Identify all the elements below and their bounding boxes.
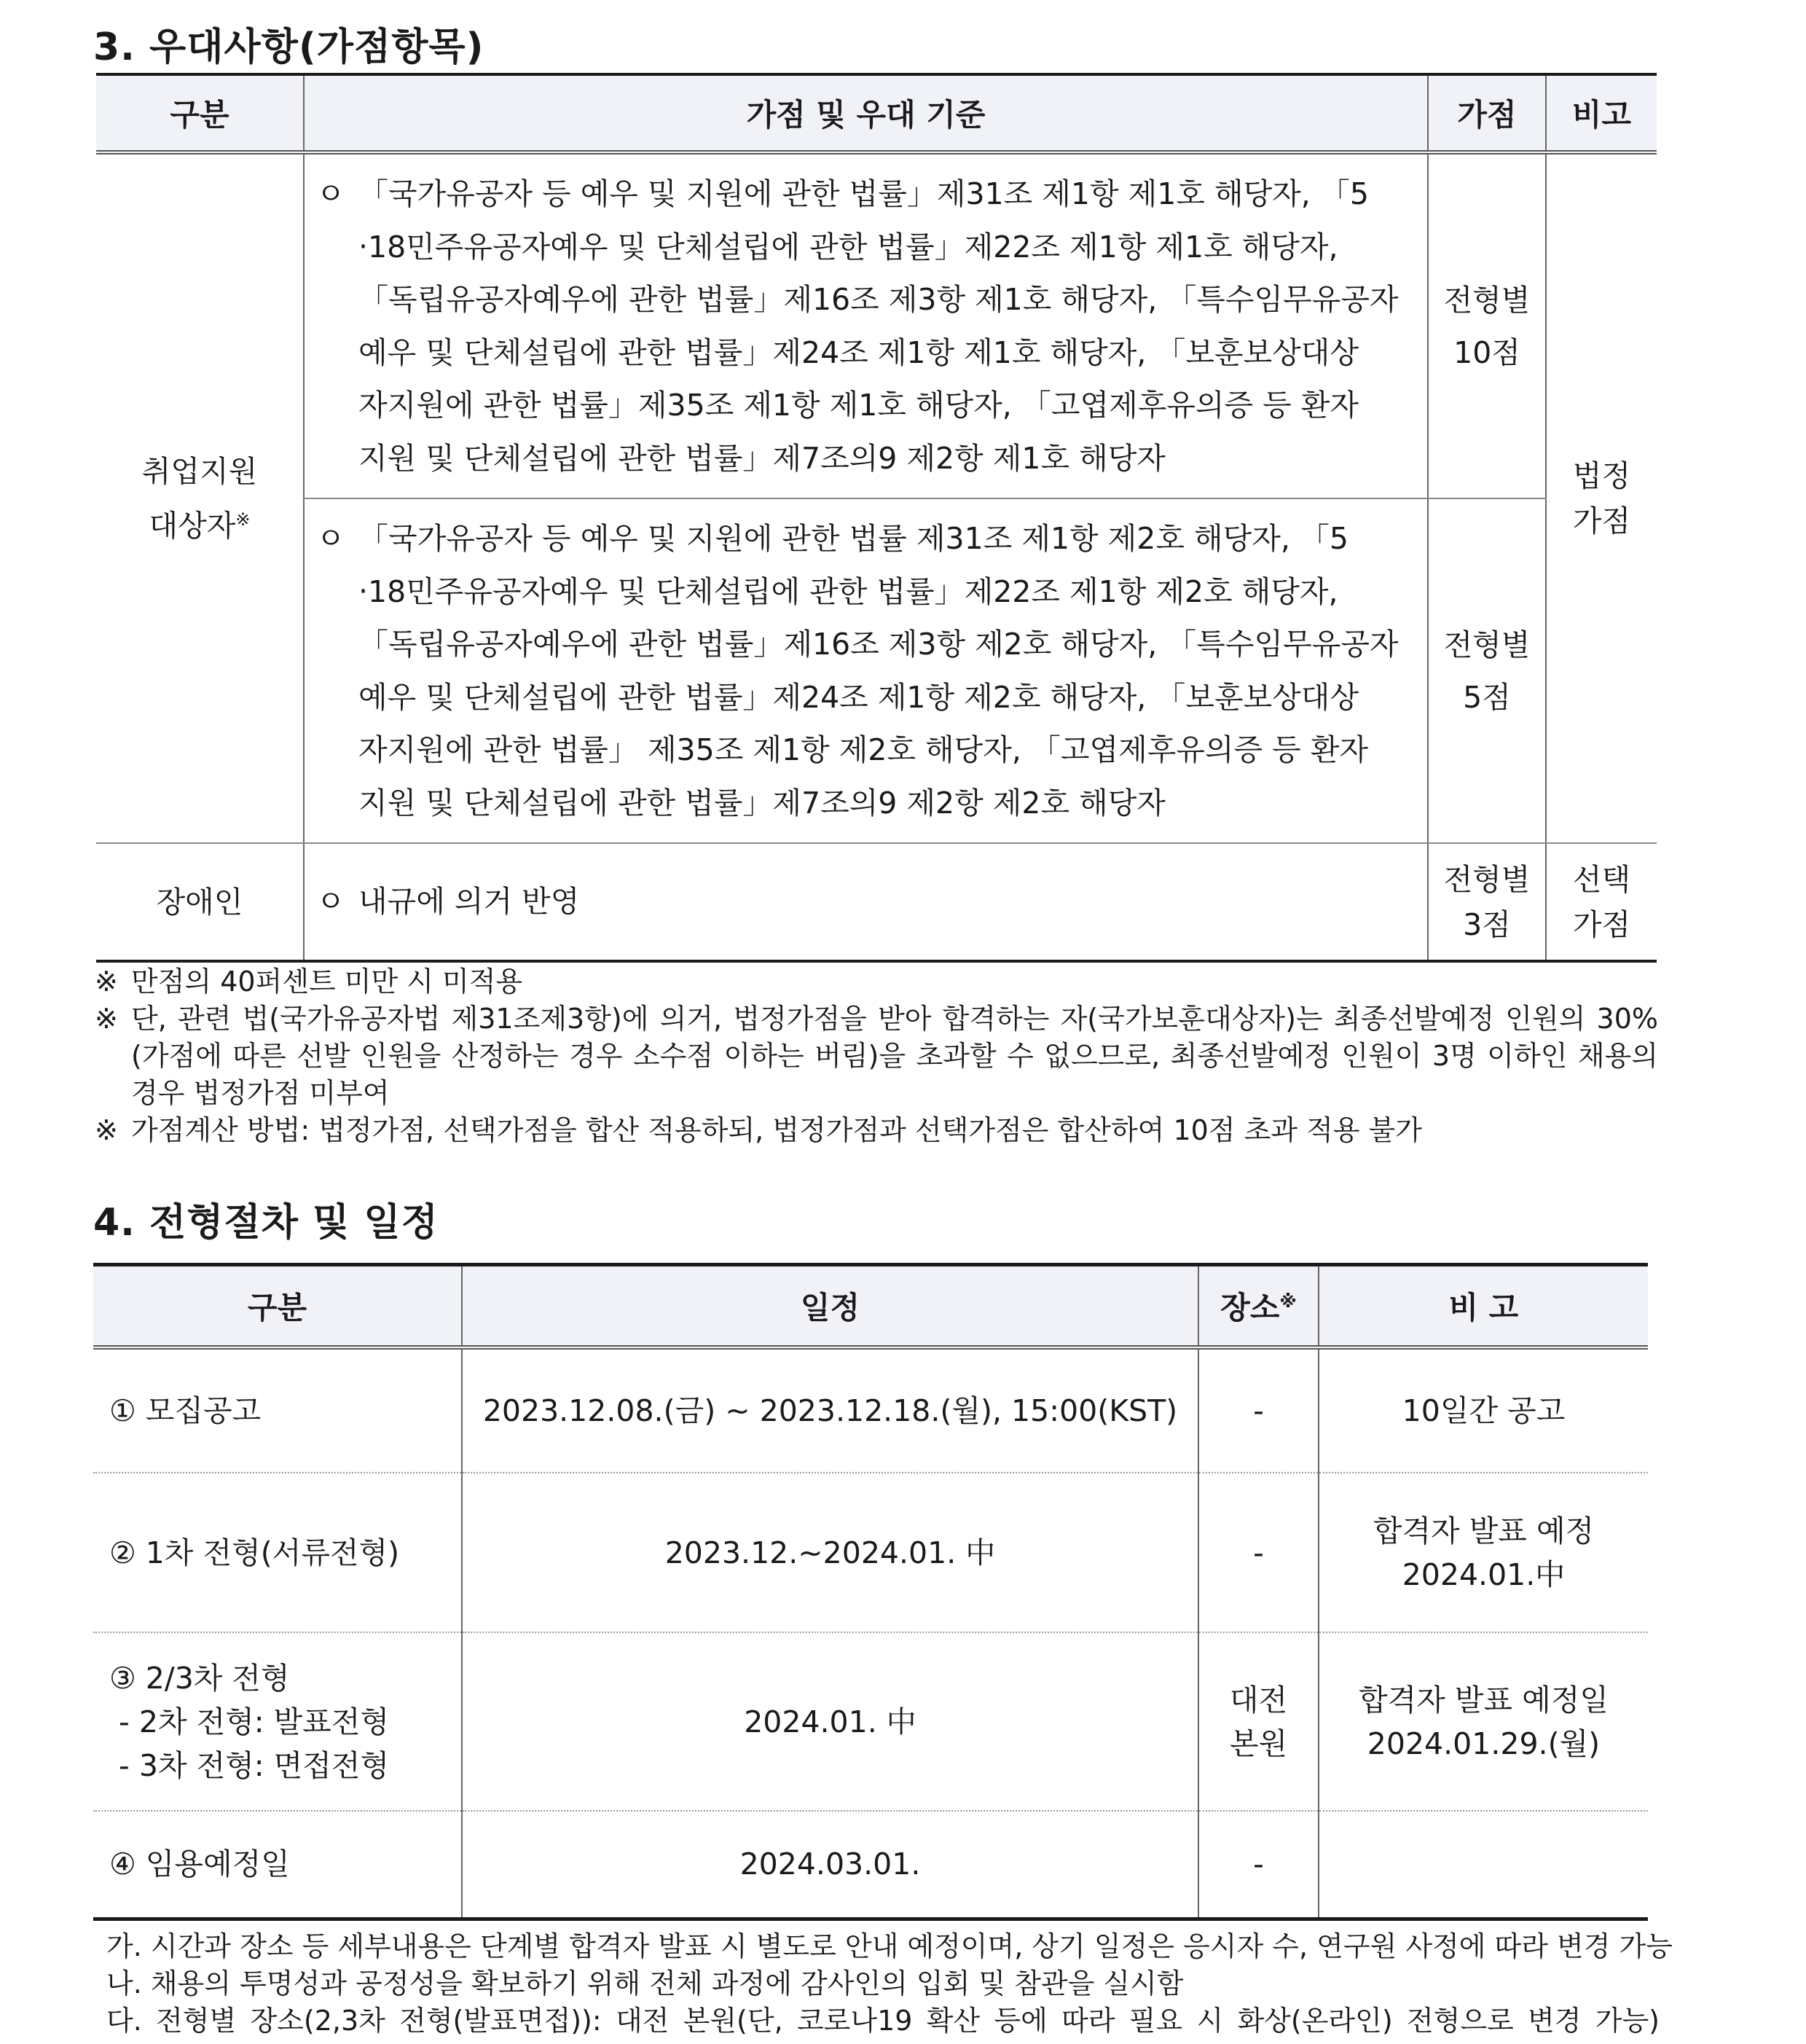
points-line: 10점 [1453,334,1520,370]
note-item: 가. 시간과 장소 등 세부내용은 단계별 합격자 발표 시 별도로 안내 예정이며, 상기 일정은 응시자 수, 연구원 사정에 따라 변경 가능 [106,1930,1673,1962]
category-line: 대상자 [149,508,236,544]
division-line: - 2차 전형: 발표전형 [109,1704,390,1739]
criteria-line: 「국가유공자 등 예우 및 지원에 관한 법률 제31조 제1항 제2호 해당자, 「5 [358,521,1348,556]
bullet: ㅇ [316,521,345,556]
remark-cell: 10일간 공고 [1319,1347,1648,1473]
category-mark: ※ [235,509,251,530]
remark-line: 가점 [1572,504,1631,539]
place-cell: - [1198,1347,1319,1473]
table-row [93,1811,1648,1919]
division-cell: ① 모집공고 [93,1347,462,1473]
place-line: 본원 [1229,1726,1288,1761]
criteria-line: 자지원에 관한 법률」제35조 제1항 제1호 해당자, 「고엽제후유의증 등 환자 [358,388,1359,423]
bullet: ㅇ [316,176,345,211]
header-points: 가점 [1428,74,1546,152]
remark-line: 법정 [1572,458,1631,493]
note-mark: ※ [95,966,118,998]
note-text: 단, 관련 법(국가유공자법 제31조제3항)에 의거, 법정가점을 받아 합격하는 자(국가보훈대상자)는 최종선발예정 인원의 30%(가점에 따른 선발 인원을 산정하는 경우 소수점 이하는 버림)을 초과할 수 없으므로, 최종선발예정 인원이 3명 이하인 채용의 경우 법정가점 미부여 [131,1003,1658,1109]
note-item [95,1112,1658,1149]
criteria-line: 자지원에 관한 법률」 제35조 제1항 제2호 해당자, 「고엽제후유의증 등 환자 [358,732,1369,767]
note-mark: ※ [95,1003,118,1035]
points-cell [1428,498,1546,843]
schedule-table [93,1263,1648,1921]
section4-title: 4. 전형절차 및 일정 [93,1201,439,1245]
place-cell [1198,1632,1319,1811]
place-cell: - [1198,1473,1319,1632]
criteria-line: 예우 및 단체설립에 관한 법률」제24조 제1항 제2호 해당자, 「보훈보상대상 [358,679,1359,715]
remark-cell [1319,1632,1648,1811]
section3-title: 3. 우대사항(가점항목) [93,26,484,69]
remark-cell [1546,843,1657,961]
note-item: 다. 전형별 장소(2,3차 전형(발표면접)): 대전 본원(단, 코로나19 확산 등에 따라 필요 시 화상(온라인) 전형으로 변경 가능) [106,2005,1660,2037]
criteria-line: 「독립유공자예우에 관한 법률」제16조 제3항 제1호 해당자, 「특수임무유공자 [358,282,1399,317]
points-line: 전형별 [1443,282,1531,318]
criteria-line: 지원 및 단체설립에 관한 법률」제7조의9 제2항 제1호 해당자 [358,440,1166,476]
criteria-line: 내규에 의거 반영 [358,884,580,920]
section3-notes [95,963,1658,1149]
division-line: - 3차 전형: 면접전형 [109,1747,390,1783]
points-cell [1428,152,1546,498]
schedule-cell: 2023.12.08.(금) ~ 2023.12.18.(월), 15:00(KST) [462,1347,1198,1473]
note-text: 만점의 40퍼센트 미만 시 미적용 [131,966,523,998]
header-criteria: 가점 및 우대 기준 [304,74,1428,152]
header-place-label: 장소 [1220,1290,1280,1326]
points-line: 전형별 [1443,627,1531,662]
remark-cell [1319,1811,1648,1919]
remark-line: 2024.01.中 [1402,1557,1566,1592]
criteria-line: 예우 및 단체설립에 관한 법률」제24조 제1항 제1호 해당자, 「보훈보상대상 [358,334,1359,370]
division-cell: ④ 임용예정일 [93,1811,462,1919]
schedule-cell: 2024.01. 中 [462,1632,1198,1811]
table-row [96,152,1657,498]
division-cell: ② 1차 전형(서류전형) [93,1473,462,1632]
remark-line: 가점 [1572,907,1631,942]
remark-cell [1546,152,1657,843]
header-place [1198,1265,1319,1348]
remark-line: 2024.01.29.(월) [1367,1726,1601,1761]
points-line: 5점 [1463,679,1511,715]
schedule-cell: 2024.03.01. [462,1811,1198,1919]
criteria-line: ‧18민주유공자예우 및 단체설립에 관한 법률」제22조 제1항 제1호 해당자, [358,229,1338,265]
division-cell [93,1632,462,1811]
category-disabled: 장애인 [96,843,304,961]
criteria-line: 「국가유공자 등 예우 및 지원에 관한 법률」제31조 제1항 제1호 해당자, 「5 [358,176,1369,211]
division-line: ③ 2/3차 전형 [109,1660,290,1696]
header-place-mark: ※ [1279,1291,1297,1312]
criteria-line: 지원 및 단체설립에 관한 법률」제7조의9 제2항 제2호 해당자 [358,785,1166,821]
place-cell: - [1198,1811,1319,1919]
points-cell [1428,843,1546,961]
criteria-cell [304,152,1428,498]
table-row [93,1632,1648,1811]
criteria-line: 「독립유공자예우에 관한 법률」제16조 제3항 제2호 해당자, 「특수임무유공자 [358,627,1399,662]
note-item [95,1001,1658,1112]
note-item [95,963,1658,1001]
header-division: 구분 [96,74,304,152]
table-header-row [93,1265,1648,1348]
table-row [96,498,1657,843]
header-schedule: 일정 [462,1265,1198,1348]
schedule-cell: 2023.12.~2024.01. 中 [462,1473,1198,1632]
remark-line: 합격자 발표 예정 [1373,1513,1595,1548]
criteria-line: ‧18민주유공자예우 및 단체설립에 관한 법률」제22조 제1항 제2호 해당자, [358,573,1338,609]
category-line: 취업지원 [141,453,258,489]
remark-line: 합격자 발표 예정일 [1359,1682,1609,1718]
points-line: 3점 [1463,907,1511,942]
table-header-row [96,74,1657,152]
table-row [93,1473,1648,1632]
table-row [93,1347,1648,1473]
preference-table [96,73,1657,963]
criteria-cell [304,843,1428,961]
remark-cell [1319,1473,1648,1632]
note-item: 나. 채용의 투명성과 공정성을 확보하기 위해 전체 과정에 감사인의 입회 및 참관을 실시함 [106,1967,1184,2000]
section4-notes [106,1928,1673,2040]
header-remark: 비고 [1546,74,1657,152]
place-line: 대전 [1229,1682,1288,1718]
header-remark: 비 고 [1319,1265,1648,1348]
category-employment-support [96,152,304,843]
remark-line: 선택 [1572,861,1631,897]
points-line: 전형별 [1443,861,1531,897]
note-mark: ※ [95,1114,118,1146]
criteria-cell [304,498,1428,843]
table-row [96,843,1657,961]
bullet: ㅇ [316,884,345,920]
header-division: 구분 [93,1265,462,1348]
note-text: 가점계산 방법: 법정가점, 선택가점을 합산 적용하되, 법정가점과 선택가점은 합산하여 10점 초과 적용 불가 [131,1114,1423,1146]
